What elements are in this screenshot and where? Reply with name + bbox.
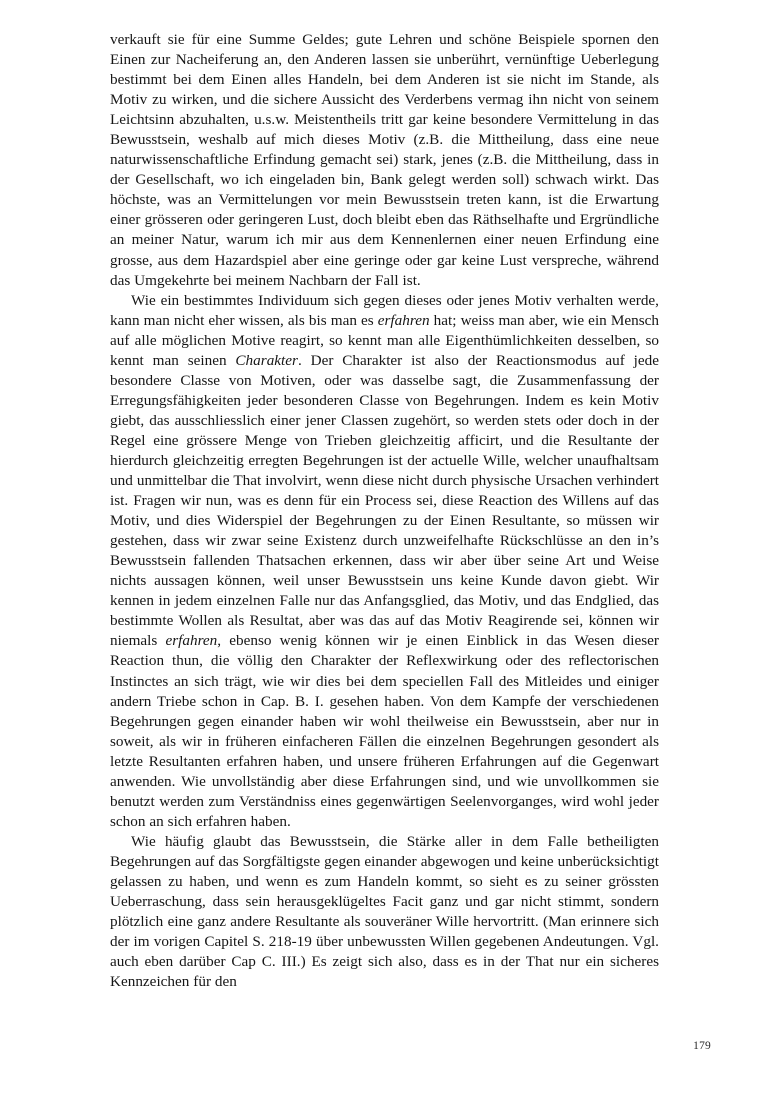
emphasis-2-3: Charakter (235, 351, 298, 369)
body-text-block (110, 30, 659, 992)
emphasis-2-5: erfahren (165, 632, 218, 650)
paragraph-2: Wie ein bestimmtes Individuum sich gegen dieses oder jenes Motiv verhalten werde, kann man nicht eher wissen, als bis man es erfahren hat; weiss man aber, wie ein Mensch auf alle möglichen Motive reagirt, so kennt man alle Eigenthümlichkeiten desselben, so kennt man seinen Charakter. Der Charakter ist also der Reactionsmodus auf jede besondere Classe von Motiven, oder was dasselbe sagt, die Zusammenfassung der Erregungsfähigkeiten jeder besonderen Classe von Begehrungen. Indem es kein Motiv giebt, das ausschliesslich einer jener Classen zugehört, so werden stets oder doch in der Regel eine grössere Menge von Trieben gleichzeitig afficirt, und die Resultante der hierdurch gleichzeitig erregten Begehrungen ist der actuelle Wille, welcher unaufhaltsam und unmittelbar die That involvirt, wenn diese nicht durch physische Ursachen verhindert ist. Fragen wir nun, was es denn für ein Process sei, diese Reaction des Willens auf das Motiv, und dies Widerspiel der Begehrungen zu der Einen Resultante, so müssen wir gestehen, dass wir zwar seine Existenz durch unzweifelhafte Rückschlüsse an den in’s Bewusstsein fallenden Thatsachen erkennen, dass wir aber über seine Art und Weise nichts aussagen können, weil unser Bewusstsein uns keine Kunde davon giebt. Wir kennen in jedem einzelnen Falle nur das Anfangsglied, das Motiv, und das Endglied, das bestimmte Wollen als Resultat, aber was das auf das Motiv Reagirende sei, können wir niemals erfahren, ebenso wenig können wir je einen Einblick in das Wesen dieser Reaction thun, die völlig den Charakter der Reflexwirkung oder des reflectorischen Instinctes an sich trägt, wie wir dies bei dem speciellen Fall des Mitleides und einiger andern Triebe schon in Cap. B. I. gesehen haben. Von dem Kampfe der verschiedenen Begehrungen gegen einander haben wir wohl theilweise ein Bewusstsein, aber nur in soweit, als wir in früheren einfacheren Fällen die einzelnen Begehrungen gesondert als letzte Resultanten erfahren haben, und unsere früheren Erfahrungen auf die Gegenwart anwenden. Wie unvollständig aber diese Erfahrungen sind, und wie unvollkommen sie benutzt werden zum Verständniss eines gegenwärtigen Seelenvorganges, wird wohl jeder schon an sich erfahren haben. (110, 291, 659, 830)
paragraph-1: verkauft sie für eine Summe Geldes; gute Lehren und schöne Beispiele spornen den Einen zur Nacheiferung an, den Anderen lassen sie unberührt, vernünftige Ueberlegung bestimmt bei dem Einen alles Handeln, bei dem Anderen ist sie nicht im Stande, als Motiv zu wirken, und die sichere Aussicht des Verderbens vermag ihn nicht von seinem Leichtsinn abzuhalten, u.s.w. Meistentheils tritt gar keine besondere Vermittelung in das Bewusstsein, weshalb auf mich dieses Motiv (z.B. die Mittheilung, dass eine neue naturwissenschaftliche Erfindung gemacht sei) stark, jenes (z.B. die Mittheilung, dass in der Gesellschaft, wo ich eingeladen bin, Bank gelegt werden soll) schwach wirkt. Das höchste, was an Vermittelungen vor mein Bewusstsein treten kann, ist die Erwartung einer grösseren oder geringeren Lust, doch bleibt eben das Räthselhafte und Ergründliche an meiner Natur, warum ich mir aus dem Kennenlernen einer neuen Erfindung eine grosse, aus dem Hazardspiel aber eine geringe oder gar keine Lust verspreche, während das Umgekehrte bei meinem Nachbarn der Fall ist. (110, 31, 659, 289)
emphasis-2-1: erfahren (377, 311, 430, 329)
paragraph-3: Wie häufig glaubt das Bewusstsein, die Stärke aller in dem Falle betheiligten Begehrungen auf das Sorgfältigste gegen einander abgewogen und keine unberücksichtigt gelassen zu haben, und wenn es zum Handeln kommt, so sieht es zu seiner grössten Ueberraschung, dass sein herausgeklügeltes Facit ganz und gar nicht stimmt, sondern plötzlich eine ganz andere Resultante als souveräner Wille hervortritt. (Man erinnere sich der im vorigen Capitel S. 218-19 über unbewussten Willen gegebenen Andeutungen. Vgl. auch eben darüber Cap C. III.) Es zeigt sich also, dass es in der That nur ein sicheres Kennzeichen für den (110, 832, 659, 991)
page-number: 179 (693, 1040, 711, 1052)
